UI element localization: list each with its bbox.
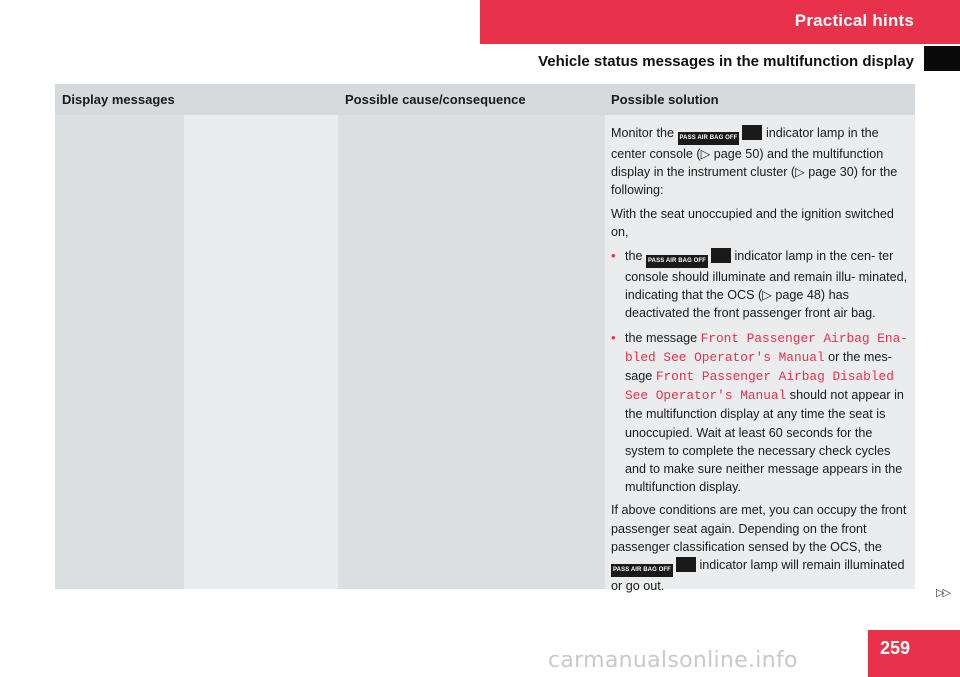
bullet-icon: • [611,329,616,345]
cell-display-message [55,115,184,589]
list-item: • the PASS AIR BAG OFF indicator lamp in the cen- ter console should illuminate and remain illu- minated, indicating that the OCS (▷ page 48) has deactivated the front passenger front air bag. [611,248,908,321]
solution-paragraph-3: If above conditions are met, you can occupy the front passenger seat again. Depending on the front passenger classification sensed by the OCS, the PASS AIR BAG OFF indicator lamp will remain illuminated or go out. [611,503,907,594]
list-item: • the message Front Passenger Airbag Ena- bled See Operator's Manual or the mes- sage Front Passenger Airbag Disabled See Operator's Manual should not appear in the multifunction display at any time the seat is unoccupied. Wait at least 60 seconds for the system to complete the necessary check cycles and to make sure neither message appears in the multifunction display. [611,329,908,495]
table-header-row [55,84,915,115]
header-possible-solution: Possible solution [611,92,719,107]
pass-air-bag-off-indicator-icon: PASS AIR BAG OFF [678,132,740,145]
solution-paragraph-1: Monitor the PASS AIR BAG OFF indicator lamp in the center console (▷ page 50) and the multifunction display in the instrument cluster (▷ page 30) for the following: [611,126,898,198]
seat-occupant-icon [711,248,731,263]
header-possible-cause: Possible cause/consequence [345,92,526,107]
table-row [55,115,915,594]
seat-occupant-icon [742,125,762,140]
status-message-table [55,84,915,594]
header-display-messages: Display messages [62,92,175,107]
page-number: 259 [880,638,911,658]
page-ref-arrow: ▷ [795,165,805,180]
cell-display-message-detail [184,115,338,589]
thumb-tab [924,46,960,71]
page-subtitle: Vehicle status messages in the multifunction display [538,53,914,70]
page-ref-arrow: ▷ [762,288,772,303]
bullet-icon: • [611,248,616,264]
cell-possible-cause [338,115,605,589]
continue-marker-icon: ▷▷ [936,587,949,599]
pass-air-bag-off-indicator-icon: PASS AIR BAG OFF [646,255,708,268]
watermark: carmanualsonline.info [548,648,798,673]
section-title: Practical hints [794,11,914,30]
solution-paragraph-2: With the seat unoccupied and the ignition switched on, [611,206,894,239]
pass-air-bag-off-indicator-icon: PASS AIR BAG OFF [611,564,673,577]
display-message-enabled: Front Passenger Airbag Ena- bled See Operator's Manual [625,330,908,365]
cell-possible-solution [605,115,915,594]
page-ref-arrow: ▷ [700,147,711,161]
seat-occupant-icon [676,557,696,572]
display-message-disabled: Front Passenger Airbag Disabled See Operator's Manual [625,369,894,404]
